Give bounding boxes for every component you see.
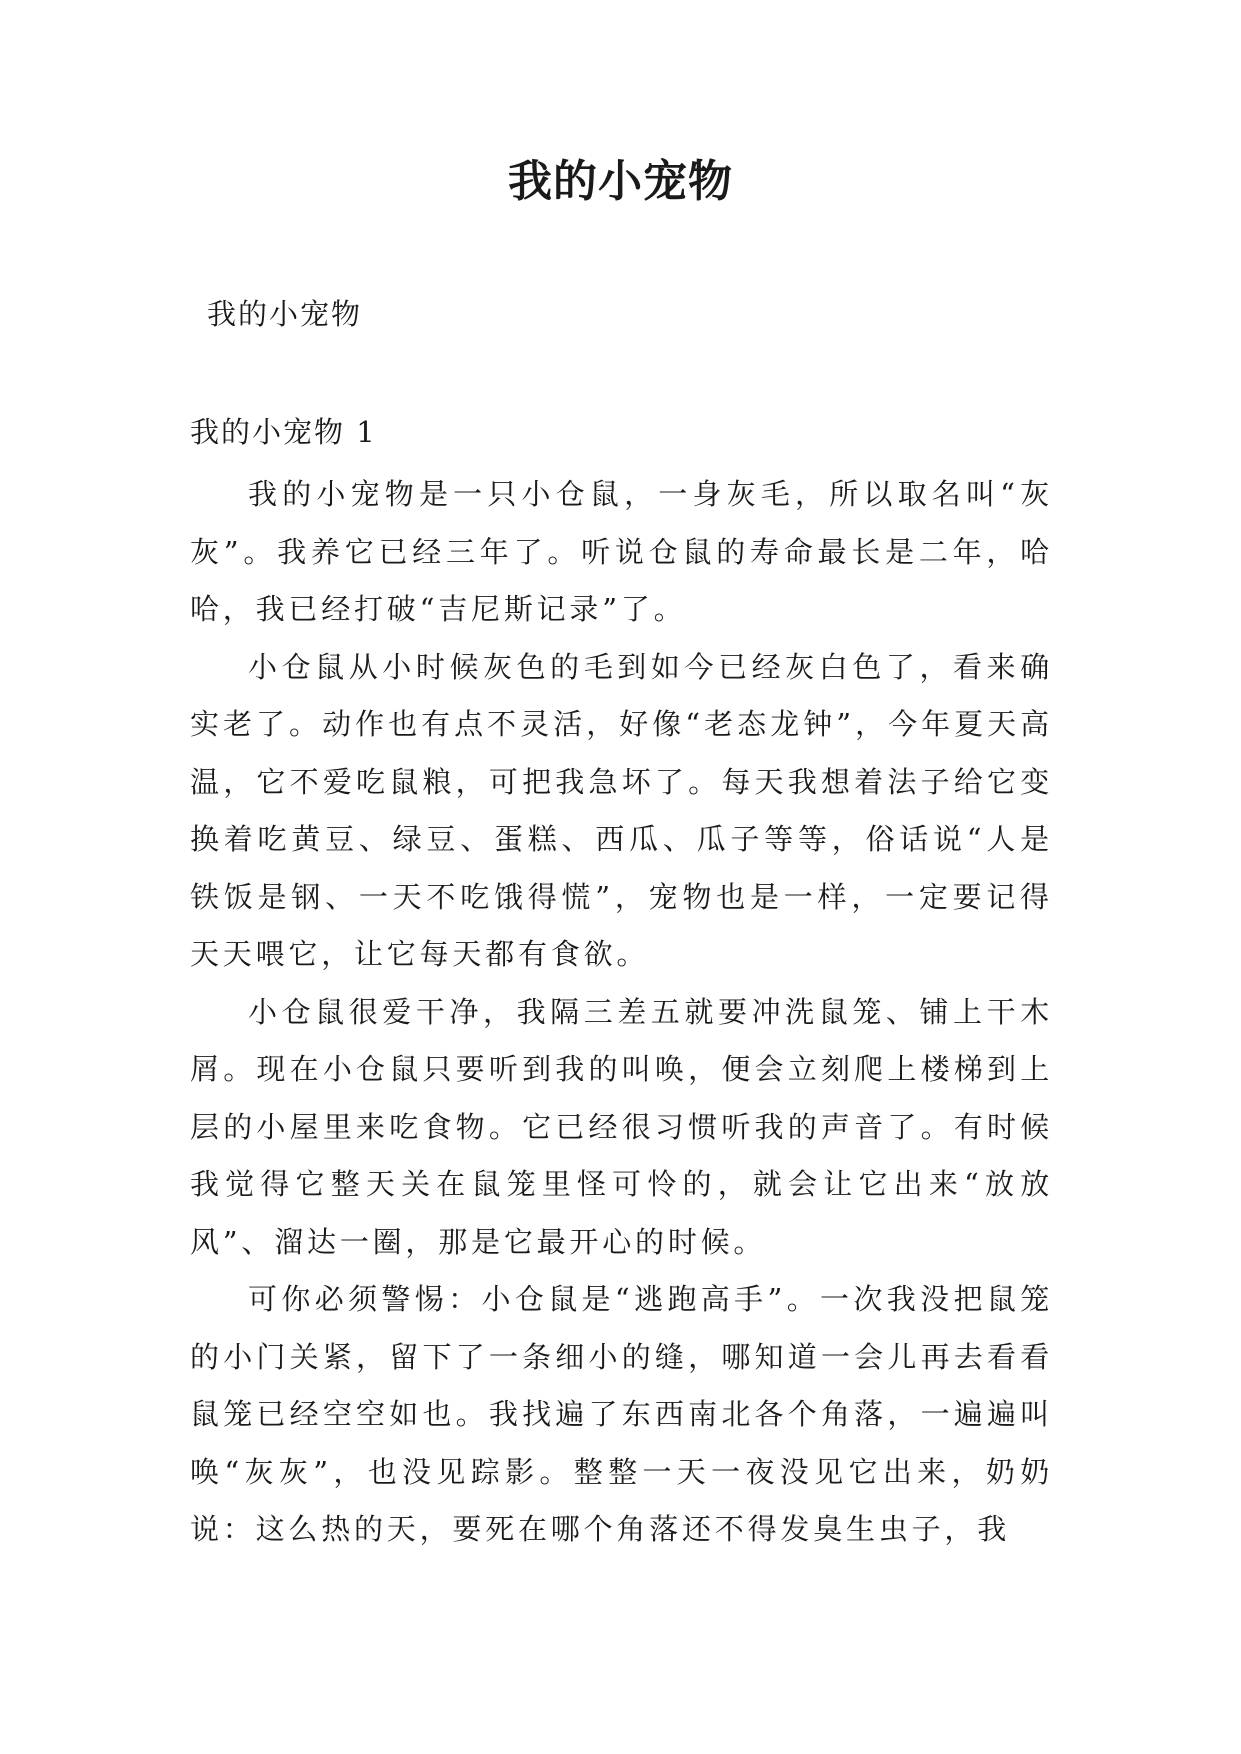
body-text xyxy=(190,466,1053,1559)
paragraph-2: 小仓鼠从小时候灰色的毛到如今已经灰白色了，看来确实老了。动作也有点不灵活，好像“老态龙钟”，今年夏天高温，它不爱吃鼠粮，可把我急坏了。每天我想着法子给它变换着吃黄豆、绿豆、蛋糕、西瓜、瓜子等等，俗话说“人是铁饭是钢、一天不吃饿得慌”，宠物也是一样，一定要记得天天喂它，让它每天都有食欲。 xyxy=(190,649,1053,971)
document-subtitle: 我的小宠物 xyxy=(207,297,363,331)
paragraph-4: 可你必须警惕：小仓鼠是“逃跑高手”。一次我没把鼠笼的小门关紧，留下了一条细小的缝，哪知道一会儿再去看看鼠笼已经空空如也。我找遍了东西南北各个角落，一遍遍叫唤“灰灰”，也没见踪影。整整一天一夜没见它出来，奶奶说：这么热的天，要死在哪个角落还不得发臭生虫子，我 xyxy=(190,1282,1053,1546)
paragraph-1: 我的小宠物是一只小仓鼠，一身灰毛，所以取名叫“灰灰”。我养它已经三年了。听说仓鼠的寿命最长是二年，哈哈，我已经打破“吉尼斯记录”了。 xyxy=(190,477,1053,626)
paragraph-3: 小仓鼠很爱干净，我隔三差五就要冲洗鼠笼、铺上干木屑。现在小仓鼠只要听到我的叫唤，便会立刻爬上楼梯到上层的小屋里来吃食物。它已经很习惯听我的声音了。有时候我觉得它整天关在鼠笼里怪可怜的，就会让它出来“放放风”、溜达一圈，那是它最开心的时候。 xyxy=(190,994,1053,1259)
document-title: 我的小宠物 xyxy=(508,156,733,207)
section-heading: 我的小宠物 1 xyxy=(190,415,377,449)
